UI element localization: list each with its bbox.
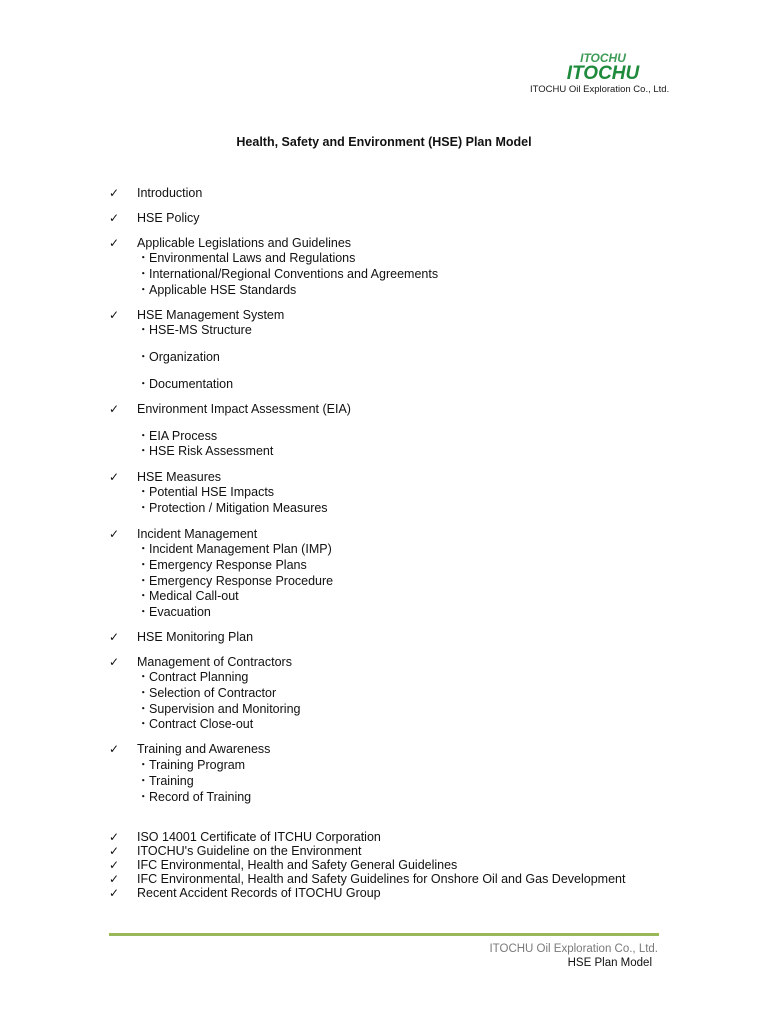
bullet-icon: ・	[137, 267, 150, 281]
footer-divider	[109, 933, 659, 936]
section-label: Incident Management	[137, 527, 258, 541]
checkmark-icon: ✓	[109, 886, 120, 900]
reference-label: IFC Environmental, Health and Safety General Guidelines	[137, 858, 458, 872]
reference-label: Recent Accident Records of ITOCHU Group	[137, 886, 381, 900]
bullet-icon: ・	[137, 558, 150, 572]
section-label: Environment Impact Assessment (EIA)	[137, 402, 351, 416]
sub-item: ・Medical Call-out	[137, 589, 239, 603]
checkmark-icon: ✓	[109, 186, 120, 200]
checkmark-icon: ✓	[109, 402, 120, 416]
sub-item: ・HSE Risk Assessment	[137, 444, 274, 458]
bullet-icon: ・	[137, 501, 150, 515]
bullet-icon: ・	[137, 670, 150, 684]
bullet-icon: ・	[137, 377, 150, 391]
checkmark-icon: ✓	[109, 830, 120, 844]
bullet-icon: ・	[137, 717, 150, 731]
checkmark-icon: ✓	[109, 527, 120, 541]
checkmark-icon: ✓	[109, 236, 120, 250]
bullet-icon: ・	[137, 686, 150, 700]
section-label: Applicable Legislations and Guidelines	[137, 236, 352, 250]
company-logo	[530, 50, 670, 100]
bullet-icon: ・	[137, 323, 150, 337]
sub-item: ・Documentation	[137, 377, 234, 391]
sub-item: ・International/Regional Conventions and Agreements	[137, 267, 439, 281]
sub-item: ・HSE-MS Structure	[137, 323, 252, 337]
checkmark-icon: ✓	[109, 858, 120, 872]
bullet-icon: ・	[137, 485, 150, 499]
sub-item: ・Selection of Contractor	[137, 686, 277, 700]
bullet-icon: ・	[137, 542, 150, 556]
sub-item: ・Emergency Response Procedure	[137, 574, 334, 588]
sub-item: ・Protection / Mitigation Measures	[137, 501, 328, 515]
checkmark-icon: ✓	[109, 630, 120, 644]
sub-item: ・Supervision and Monitoring	[137, 702, 301, 716]
logo-text-main: ITOCHU	[566, 63, 640, 82]
section-label: HSE Management System	[137, 308, 285, 322]
reference-label: IFC Environmental, Health and Safety Guidelines for Onshore Oil and Gas Development	[137, 872, 626, 886]
sub-item: ・Incident Management Plan (IMP)	[137, 542, 332, 556]
reference-label: ISO 14001 Certificate of ITCHU Corporation	[137, 830, 381, 844]
section-label: HSE Measures	[137, 470, 222, 484]
bullet-icon: ・	[137, 774, 150, 788]
bullet-icon: ・	[137, 589, 150, 603]
checkmark-icon: ✓	[109, 844, 120, 858]
sub-item: ・Evacuation	[137, 605, 211, 619]
checkmark-icon: ✓	[109, 742, 120, 756]
checkmark-icon: ✓	[109, 655, 120, 669]
section-label: Training and Awareness	[137, 742, 271, 756]
bullet-icon: ・	[137, 605, 150, 619]
sub-item: ・Contract Close-out	[137, 717, 254, 731]
bullet-icon: ・	[137, 429, 150, 443]
bullet-icon: ・	[137, 350, 150, 364]
document-title: Health, Safety and Environment (HSE) Plan Model	[236, 135, 532, 149]
section-label: HSE Policy	[137, 211, 200, 225]
footer-document-name: HSE Plan Model	[567, 957, 652, 969]
checkmark-icon: ✓	[109, 470, 120, 484]
bullet-icon: ・	[137, 283, 150, 297]
sub-item: ・Applicable HSE Standards	[137, 283, 297, 297]
reference-label: ITOCHU's Guideline on the Environment	[137, 844, 362, 858]
bullet-icon: ・	[137, 444, 150, 458]
footer-company: ITOCHU Oil Exploration Co., Ltd.	[489, 943, 658, 955]
bullet-icon: ・	[137, 758, 150, 772]
bullet-icon: ・	[137, 251, 150, 265]
bullet-icon: ・	[137, 574, 150, 588]
sub-item: ・Potential HSE Impacts	[137, 485, 275, 499]
section-label: Introduction	[137, 186, 203, 200]
sub-item: ・Training	[137, 774, 194, 788]
bullet-icon: ・	[137, 790, 150, 804]
logo-text-top: ITOCHU	[580, 51, 626, 65]
sub-item: ・Environmental Laws and Regulations	[137, 251, 356, 265]
checkmark-icon: ✓	[109, 211, 120, 225]
sub-item: ・Contract Planning	[137, 670, 249, 684]
checkmark-icon: ✓	[109, 308, 120, 322]
sub-item: ・Training Program	[137, 758, 246, 772]
sub-item: ・EIA Process	[137, 429, 218, 443]
section-label: HSE Monitoring Plan	[137, 630, 254, 644]
logo-company-name: ITOCHU Oil Exploration Co., Ltd.	[530, 84, 670, 95]
bullet-icon: ・	[137, 702, 150, 716]
sub-item: ・Emergency Response Plans	[137, 558, 307, 572]
checkmark-icon: ✓	[109, 872, 120, 886]
sub-item: ・Record of Training	[137, 790, 252, 804]
section-label: Management of Contractors	[137, 655, 292, 669]
itochu-logo-mark	[558, 50, 648, 82]
sub-item: ・Organization	[137, 350, 220, 364]
